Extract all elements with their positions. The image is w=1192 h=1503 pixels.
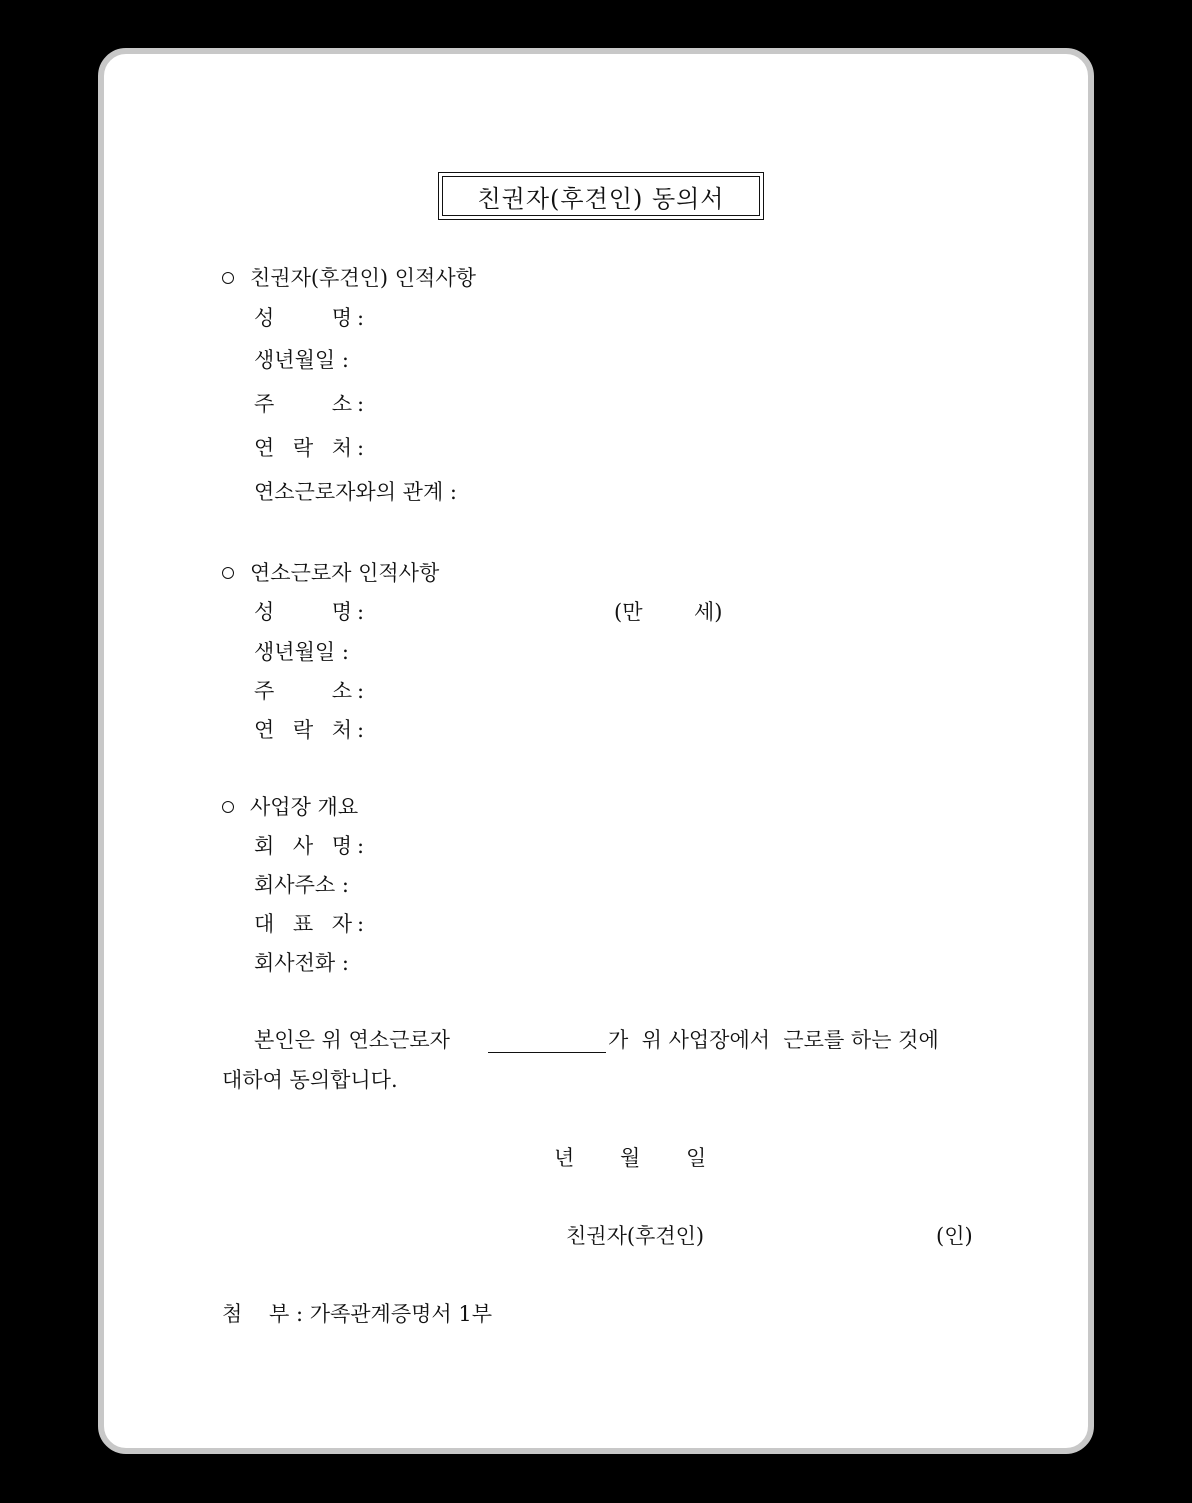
minor-section-header: 연소근로자 인적사항 [222,563,439,584]
signature-seal: (인) [936,1224,973,1248]
company-name-label: 회 사 명 : [254,834,365,858]
date-day: 일 [686,1146,707,1170]
guardian-section-header: 친권자(후견인) 인적사항 [222,268,476,289]
company-address-label: 회사주소 : [254,873,349,897]
guardian-relation-label: 연소근로자와의 관계 : [254,480,457,504]
company-phone-label: 회사전화 : [254,951,349,975]
representative-label: 대 표 자 : [254,912,365,936]
minor-name-blank [488,1052,606,1053]
minor-address-label: 주 소 : [254,679,365,703]
guardian-name-label: 성 명 : [254,306,365,330]
circle-bullet-icon [222,272,234,284]
guardian-contact-label: 연 락 처 : [254,436,365,460]
date-year: 년 [554,1146,575,1170]
minor-age-close: 세) [694,600,723,624]
circle-bullet-icon [222,567,234,579]
document-title: 친권자(후견인) 동의서 [442,176,760,216]
statement-part2: 가 위 사업장에서 근로를 하는 것에 [608,1028,939,1052]
signature-label: 친권자(후견인) [566,1224,705,1248]
date-month: 월 [620,1146,641,1170]
circle-bullet-icon [222,801,234,813]
statement-part1: 본인은 위 연소근로자 [254,1028,450,1052]
statement-line2: 대하여 동의합니다. [222,1068,398,1092]
minor-contact-label: 연 락 처 : [254,718,365,742]
guardian-birth-label: 생년월일 : [254,348,349,372]
minor-birth-label: 생년월일 : [254,640,349,664]
company-section-header: 사업장 개요 [222,797,358,818]
document-page [98,48,1094,1454]
minor-name-label: 성 명 : [254,600,365,624]
minor-age-open: (만 [614,600,643,624]
guardian-address-label: 주 소 : [254,392,365,416]
attachment-label: 첨 부 : 가족관계증명서 1부 [222,1302,493,1326]
title-box [438,172,764,220]
